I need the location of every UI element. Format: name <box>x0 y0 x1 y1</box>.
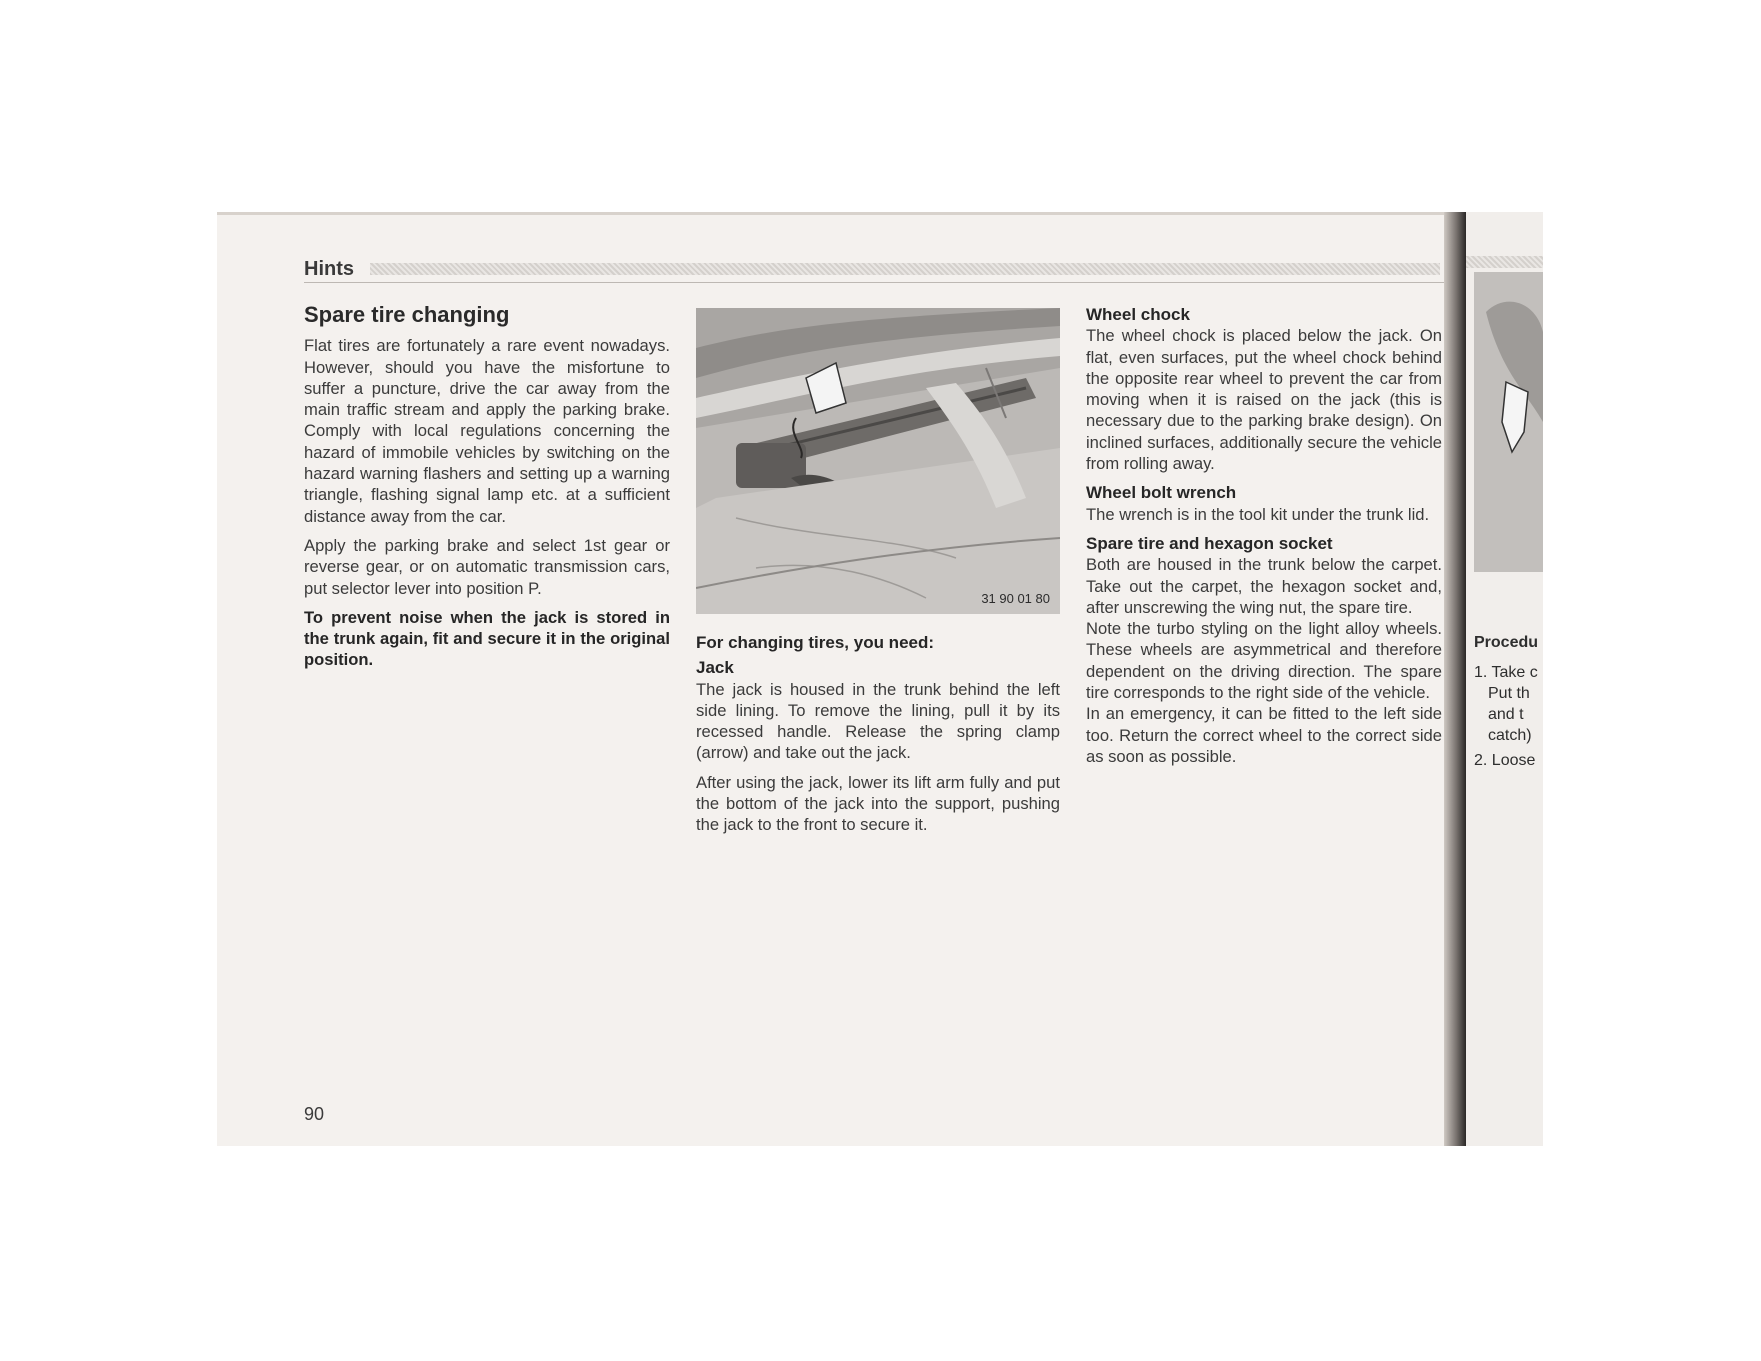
spare-tire-heading: Spare tire and hexagon socket <box>1086 533 1333 553</box>
figure-code: 31 90 01 80 <box>981 591 1050 606</box>
section-title: Hints <box>304 258 354 280</box>
book-gutter <box>1444 212 1466 1146</box>
paragraph-jack-storage: After using the jack, lower its lift arm fully and put the bottom of the jack into the support, pushing the jack to the front to secure it. <box>696 772 1060 835</box>
next-page-line: catch) <box>1488 727 1532 744</box>
paragraph-parking-brake: Apply the parking brake and select 1st gear or reverse gear, or on automatic transmission cars, put selector lever into position P. <box>304 535 670 598</box>
next-page-line: 2. Loose <box>1474 752 1536 769</box>
paragraph-turbo-styling: Note the turbo styling on the light alloy wheels. These wheels are asymmetrical and therefore dependent on the driving direction. The spare tire corresponds to the right side of the vehicle. <box>1086 619 1442 703</box>
paragraph-jack-noise: To prevent noise when the jack is stored in the trunk again, fit and secure it in the original position. <box>304 607 670 670</box>
trunk-illustration <box>696 308 1060 614</box>
page-heading: Spare tire changing <box>304 302 510 327</box>
header-band <box>370 263 1440 275</box>
paragraph-flat-tires: Flat tires are fortunately a rare event nowadays. However, should you have the misfortune to suffer a puncture, drive the car away from the main traffic stream and apply the parking brake. Comply with local regulations concerning the hazard of immobile vehicles by switching on the hazard warning flashers and setting up a warning triangle, flashing signal lamp etc. at a sufficient distance away from the car. <box>304 336 670 526</box>
column-3 <box>1086 304 1442 775</box>
header-rule <box>304 282 1444 283</box>
next-page-line: 1. Take c <box>1474 664 1538 681</box>
paragraph-wheel-chock: The wheel chock is placed below the jack. On flat, even surfaces, put the wheel chock behind the opposite rear wheel to prevent the car from moving when it is raised on the jack (this is necessary due to the parking brake design). On inclined surfaces, additionally secure the vehicle from rolling away. <box>1086 326 1442 474</box>
paragraph-spare-tire: Both are housed in the trunk below the carpet. Take out the carpet, the hexagon socket and, after unscrewing the wing nut, the spare tire. <box>1086 555 1442 617</box>
next-page-figure <box>1466 272 1543 572</box>
next-page-line: and t <box>1488 706 1524 723</box>
next-page-band <box>1466 256 1543 268</box>
paragraph-emergency: In an emergency, it can be fitted to the left side too. Return the correct wheel to the correct side as soon as possible. <box>1086 704 1442 766</box>
jack-heading: Jack <box>696 658 734 678</box>
paragraph-wrench: The wrench is in the tool kit under the trunk lid. <box>1086 504 1430 524</box>
jack-figure <box>696 308 1060 614</box>
section-header <box>304 254 1444 284</box>
next-page-heading: Procedu <box>1474 634 1539 651</box>
you-need-heading: For changing tires, you need: <box>696 633 935 652</box>
wheel-chock-heading: Wheel chock <box>1086 305 1190 324</box>
next-page-line: Put th <box>1488 685 1530 702</box>
paragraph-jack-location: The jack is housed in the trunk behind the left side lining. To remove the lining, pull it by its recessed handle. Release the spring clamp (arrow) and take out the jack. <box>696 679 1060 763</box>
page-number: 90 <box>304 1104 325 1124</box>
column-2 <box>696 632 1060 844</box>
page-edge <box>217 212 1447 215</box>
column-1 <box>304 304 670 679</box>
wrench-heading: Wheel bolt wrench <box>1086 483 1237 503</box>
